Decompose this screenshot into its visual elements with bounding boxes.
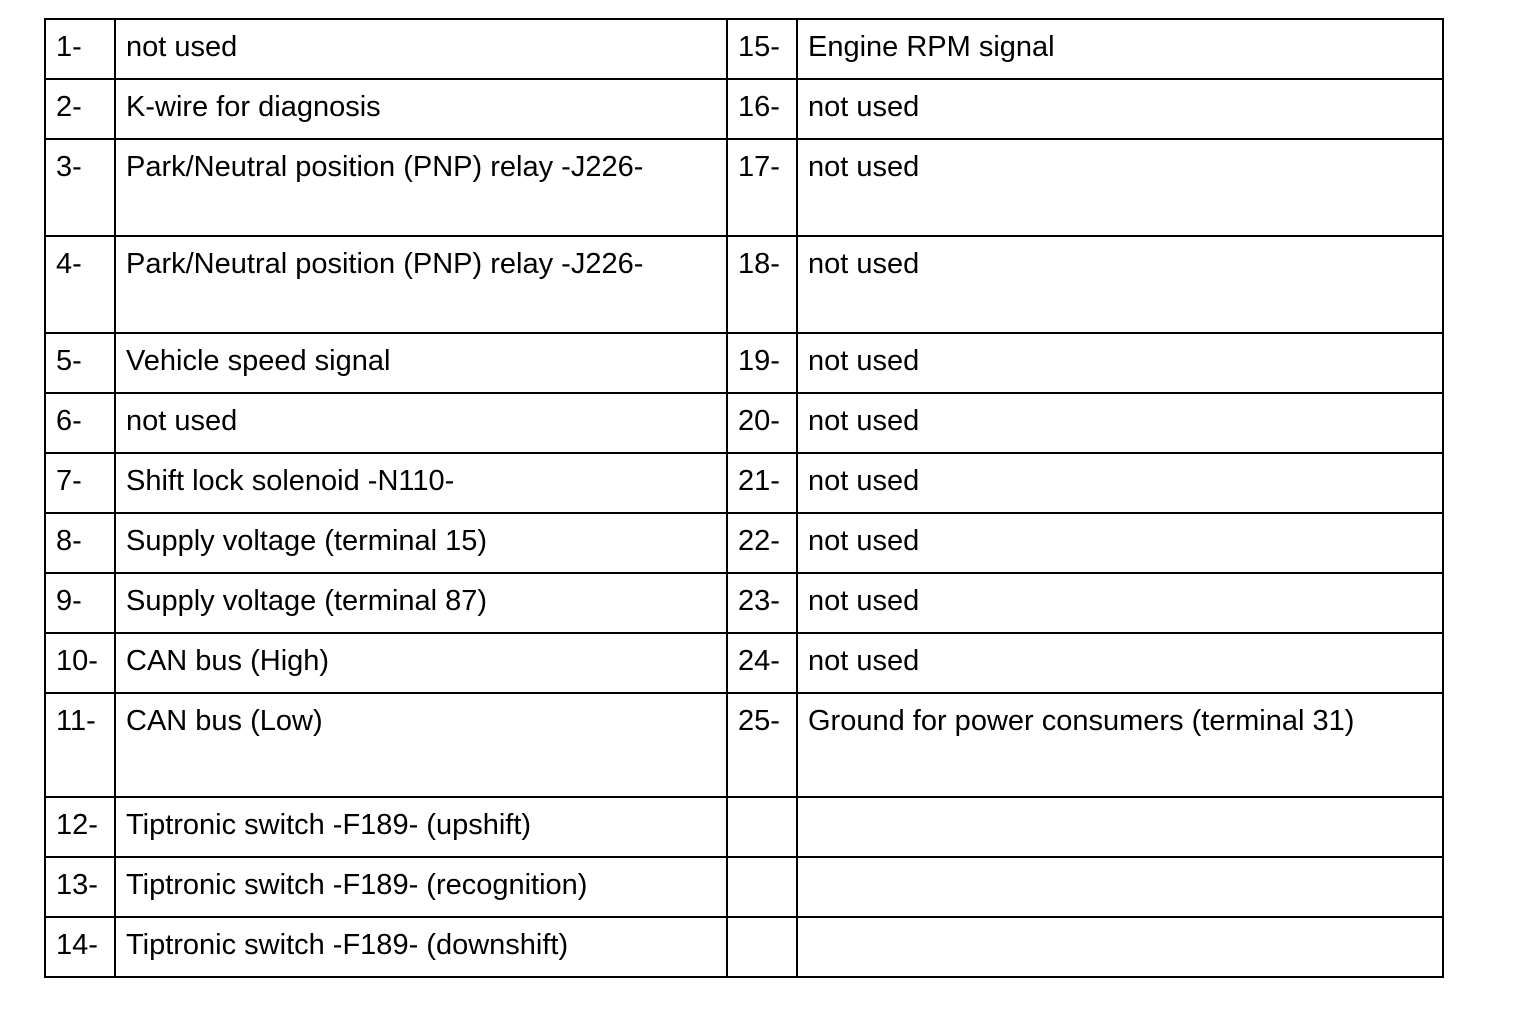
table-row bbox=[45, 633, 1443, 693]
table-row bbox=[45, 393, 1443, 453]
table-row bbox=[45, 139, 1443, 236]
pin-description: Shift lock solenoid -N110- bbox=[115, 453, 727, 513]
pin-description: Ground for power consumers (terminal 31) bbox=[797, 693, 1443, 797]
pin-number: 23- bbox=[727, 573, 797, 633]
pin-number: 6- bbox=[45, 393, 115, 453]
pin-assignment-table bbox=[44, 18, 1444, 978]
pin-description: K-wire for diagnosis bbox=[115, 79, 727, 139]
pin-description: Park/Neutral position (PNP) relay -J226- bbox=[115, 139, 727, 236]
pin-description bbox=[797, 797, 1443, 857]
pin-description: Supply voltage (terminal 87) bbox=[115, 573, 727, 633]
table-row bbox=[45, 19, 1443, 79]
pin-number: 11- bbox=[45, 693, 115, 797]
pin-number: 14- bbox=[45, 917, 115, 977]
pin-number: 1- bbox=[45, 19, 115, 79]
pin-description: CAN bus (High) bbox=[115, 633, 727, 693]
pin-description: not used bbox=[797, 513, 1443, 573]
table-row bbox=[45, 513, 1443, 573]
pin-description: Park/Neutral position (PNP) relay -J226- bbox=[115, 236, 727, 333]
table-row bbox=[45, 453, 1443, 513]
pin-description: Vehicle speed signal bbox=[115, 333, 727, 393]
pin-number: 22- bbox=[727, 513, 797, 573]
table-row bbox=[45, 333, 1443, 393]
pin-number: 15- bbox=[727, 19, 797, 79]
pin-number: 20- bbox=[727, 393, 797, 453]
pin-number: 9- bbox=[45, 573, 115, 633]
pin-number: 5- bbox=[45, 333, 115, 393]
pin-description: not used bbox=[115, 393, 727, 453]
pin-number: 16- bbox=[727, 79, 797, 139]
table-row bbox=[45, 797, 1443, 857]
pin-number: 12- bbox=[45, 797, 115, 857]
table-row bbox=[45, 693, 1443, 797]
pin-number: 25- bbox=[727, 693, 797, 797]
pin-description: not used bbox=[797, 236, 1443, 333]
pin-number: 10- bbox=[45, 633, 115, 693]
pin-description: not used bbox=[797, 79, 1443, 139]
pin-description: not used bbox=[797, 453, 1443, 513]
pin-description: Tiptronic switch -F189- (upshift) bbox=[115, 797, 727, 857]
pin-number: 19- bbox=[727, 333, 797, 393]
pin-description bbox=[797, 857, 1443, 917]
pin-description: not used bbox=[797, 139, 1443, 236]
pin-number: 18- bbox=[727, 236, 797, 333]
table-row bbox=[45, 79, 1443, 139]
pin-description: Engine RPM signal bbox=[797, 19, 1443, 79]
pin-number: 7- bbox=[45, 453, 115, 513]
table-row bbox=[45, 917, 1443, 977]
pin-number: 21- bbox=[727, 453, 797, 513]
pin-description: Tiptronic switch -F189- (downshift) bbox=[115, 917, 727, 977]
pin-number: 24- bbox=[727, 633, 797, 693]
pin-description: not used bbox=[797, 393, 1443, 453]
pin-number bbox=[727, 857, 797, 917]
pin-number: 17- bbox=[727, 139, 797, 236]
pin-number: 4- bbox=[45, 236, 115, 333]
pin-description bbox=[797, 917, 1443, 977]
table-row bbox=[45, 573, 1443, 633]
pin-description: not used bbox=[797, 333, 1443, 393]
pin-description: Supply voltage (terminal 15) bbox=[115, 513, 727, 573]
pin-number: 3- bbox=[45, 139, 115, 236]
pin-number bbox=[727, 797, 797, 857]
pin-description: Tiptronic switch -F189- (recognition) bbox=[115, 857, 727, 917]
table-row bbox=[45, 857, 1443, 917]
pin-number: 13- bbox=[45, 857, 115, 917]
pin-description: not used bbox=[797, 633, 1443, 693]
pin-number: 2- bbox=[45, 79, 115, 139]
pin-number bbox=[727, 917, 797, 977]
pin-description: CAN bus (Low) bbox=[115, 693, 727, 797]
pin-description: not used bbox=[115, 19, 727, 79]
pin-number: 8- bbox=[45, 513, 115, 573]
pin-description: not used bbox=[797, 573, 1443, 633]
table-row bbox=[45, 236, 1443, 333]
